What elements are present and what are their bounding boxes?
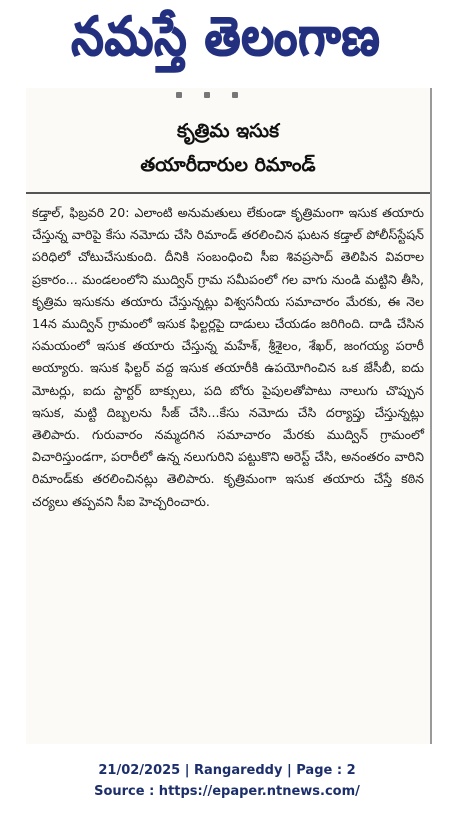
cropped-text-fragment [176,92,306,98]
headline-divider [26,192,430,194]
masthead [14,5,438,78]
footer-date-edition: 21/02/2025 | Rangareddy | Page : 2 [98,763,356,778]
newspaper-title: నమస్తే తెలంగాణ [71,5,381,68]
text-fragment-mark [232,92,238,98]
text-fragment-mark [176,92,182,98]
headline-line-1: కృత్రిమ ఇసుక [176,120,279,142]
article-clipping [26,88,432,744]
text-fragment-mark [204,92,210,98]
footer-source-link: Source : https://epaper.ntnews.com/ [94,784,360,799]
source-footer [0,760,454,802]
article-body: కడ్తాల్, ఫిబ్రవరి 20: ఎలాంటి అనుమతులు లేకుండా కృత్రిమంగా ఇసుక తయారు చేస్తున్న వారిపై కేసు నమోదు చేసి రిమాండ్ తరలించిన ఘటన కడ్తాల్ పోలీస్‌స్టేషన్ పరిధిలో చోటుచేసుకుంది. దీనికి సంబంధించి సీఐ శివప్రసాద్ తెలిపిన వివరాల ప్రకారం... మండలంలోని ముద్విన్ గ్రామ సమీపంలో గల వాగు నుండి మట్టిని తీసి, కృత్రిమ ఇసుకను తయారు చేస్తున్నట్లు విశ్వసనీయ సమాచారం మేరకు, ఈ నెల 14న ముద్విన్ గ్రామంలో ఇసుక ఫిల్టర్లపై దాడులు చేయడం జరిగింది. దాడి చేసిన సమయంలో ఇసుక తయారు చేస్తున్న మహేశ్, శ్రీశైలం, శేఖర్, జంగయ్య పరారీ అయ్యారు. ఇసుక ఫిల్టర్ వద్ద ఇసుక తయారీకి ఉపయోగించిన ఒక జేసీబీ, ఐదు మోటర్లు, ఐదు స్టార్టర్ బాక్సులు, పది బోరు పైపులతోపాటు నాలుగు చొప్పున ఇసుక, మట్టి దిబ్బలను సీజ్ చేసి...కేసు నమోదు చేసి దర్యాప్తు చేస్తున్నట్లు తెలిపారు. గురువారం నమ్మదగిన సమాచారం మేరకు ముద్విన్ గ్రామంలో విచారిస్తుండగా, పరారీలో ఉన్న నలుగురిని పట్టుకొని అరెస్ట్ చేసి, అనంతరం వారిని రిమాండ్‌కు తరలించినట్లు తెలిపారు. కృత్రిమంగా ఇసుక తయారు చేస్తే కఠిన చర్యలు తప్పవని సీఐ హెచ్చరించారు. [32,205,424,509]
article-headline [26,114,430,182]
headline-line-2: తయారీదారుల రిమాండ్ [140,154,316,176]
